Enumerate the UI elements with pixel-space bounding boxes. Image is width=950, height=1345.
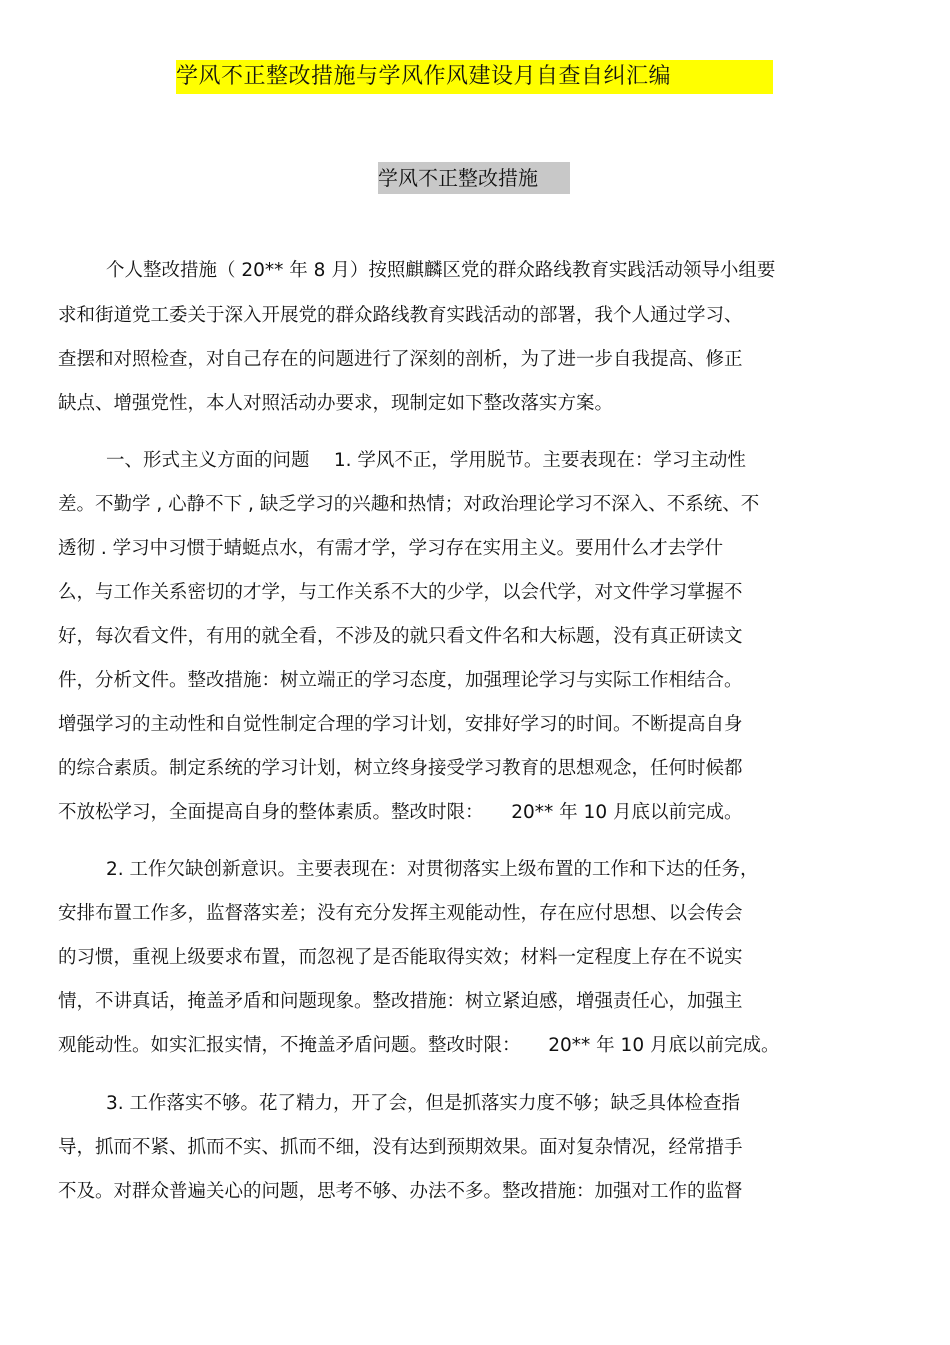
paragraph-innovation bbox=[58, 855, 858, 1070]
paragraph-line: 差。不勤学 , 心静不下 , 缺乏学习的兴趣和热情；对政治理论学习不深入、不系统、不 bbox=[58, 494, 760, 515]
paragraph-line: 安排布置工作多，监督落实差；没有充分发挥主观能动性，存在应付思想、以会传会 bbox=[58, 903, 743, 924]
paragraph-line: 2. 工作欠缺创新意识。主要表现在：对贯彻落实上级布置的工作和下达的任务， bbox=[106, 859, 759, 880]
paragraph-line: 的综合素质。制定系统的学习计划，树立终身接受学习教育的思想观念，任何时候都 bbox=[58, 758, 743, 779]
paragraph-line: 缺点、增强党性，本人对照活动办要求，现制定如下整改落实方案。 bbox=[58, 393, 614, 414]
document-title-text: 学风不正整改措施与学风作风建设月自查自纠汇编 bbox=[176, 64, 672, 89]
paragraph-line: 的习惯，重视上级要求布置，而忽视了是否能取得实效；材料一定程度上存在不说实 bbox=[58, 947, 743, 968]
paragraph-line: 不放松学习，全面提高自身的整体素质。整改时限： 20** 年 10 月底以前完成。 bbox=[58, 802, 743, 823]
paragraph-line: 件，分析文件。整改措施：树立端正的学习态度，加强理论学习与实际工作相结合。 bbox=[58, 670, 743, 691]
paragraph-intro bbox=[58, 256, 858, 414]
paragraph-line: 导，抓而不紧、抓而不实、抓而不细，没有达到预期效果。面对复杂情况，经常措手 bbox=[58, 1137, 743, 1158]
paragraph-line: 一、形式主义方面的问题 1. 学风不正，学用脱节。主要表现在：学习主动性 bbox=[106, 450, 746, 471]
paragraph-line: 求和街道党工委关于深入开展党的群众路线教育实践活动的部署，我个人通过学习、 bbox=[58, 305, 743, 326]
paragraph-line: 查摆和对照检查，对自己存在的问题进行了深刻的剖析，为了进一步自我提高、修正 bbox=[58, 349, 743, 370]
paragraph-implementation bbox=[58, 1089, 858, 1219]
paragraph-line: 个人整改措施（ 20** 年 8 月）按照麒麟区党的群众路线教育实践活动领导小组要 bbox=[106, 260, 776, 281]
document-title bbox=[176, 60, 773, 94]
section-title-text: 学风不正整改措施 bbox=[378, 166, 538, 190]
paragraph-line: 透彻 . 学习中习惯于蜻蜓点水，有需才学，学习存在实用主义。要用什么才去学什 bbox=[58, 538, 724, 559]
paragraph-line: 好，每次看文件，有用的就全看，不涉及的就只看文件名和大标题，没有真正研读文 bbox=[58, 626, 743, 647]
paragraph-formalism bbox=[58, 446, 858, 836]
paragraph-line: 情，不讲真话，掩盖矛盾和问题现象。整改措施：树立紧迫感，增强责任心，加强主 bbox=[58, 991, 743, 1012]
paragraph-line: 观能动性。如实汇报实情，不掩盖矛盾问题。整改时限： 20** 年 10 月底以前完成。 bbox=[58, 1035, 780, 1056]
paragraph-line: 增强学习的主动性和自觉性制定合理的学习计划，安排好学习的时间。不断提高自身 bbox=[58, 714, 743, 735]
section-title bbox=[378, 162, 570, 194]
paragraph-line: 么，与工作关系密切的才学，与工作关系不大的少学，以会代学，对文件学习掌握不 bbox=[58, 582, 743, 603]
paragraph-line: 3. 工作落实不够。花了精力，开了会，但是抓落实力度不够；缺乏具体检查指 bbox=[106, 1093, 741, 1114]
paragraph-line: 不及。对群众普遍关心的问题，思考不够、办法不多。整改措施：加强对工作的监督 bbox=[58, 1181, 743, 1202]
